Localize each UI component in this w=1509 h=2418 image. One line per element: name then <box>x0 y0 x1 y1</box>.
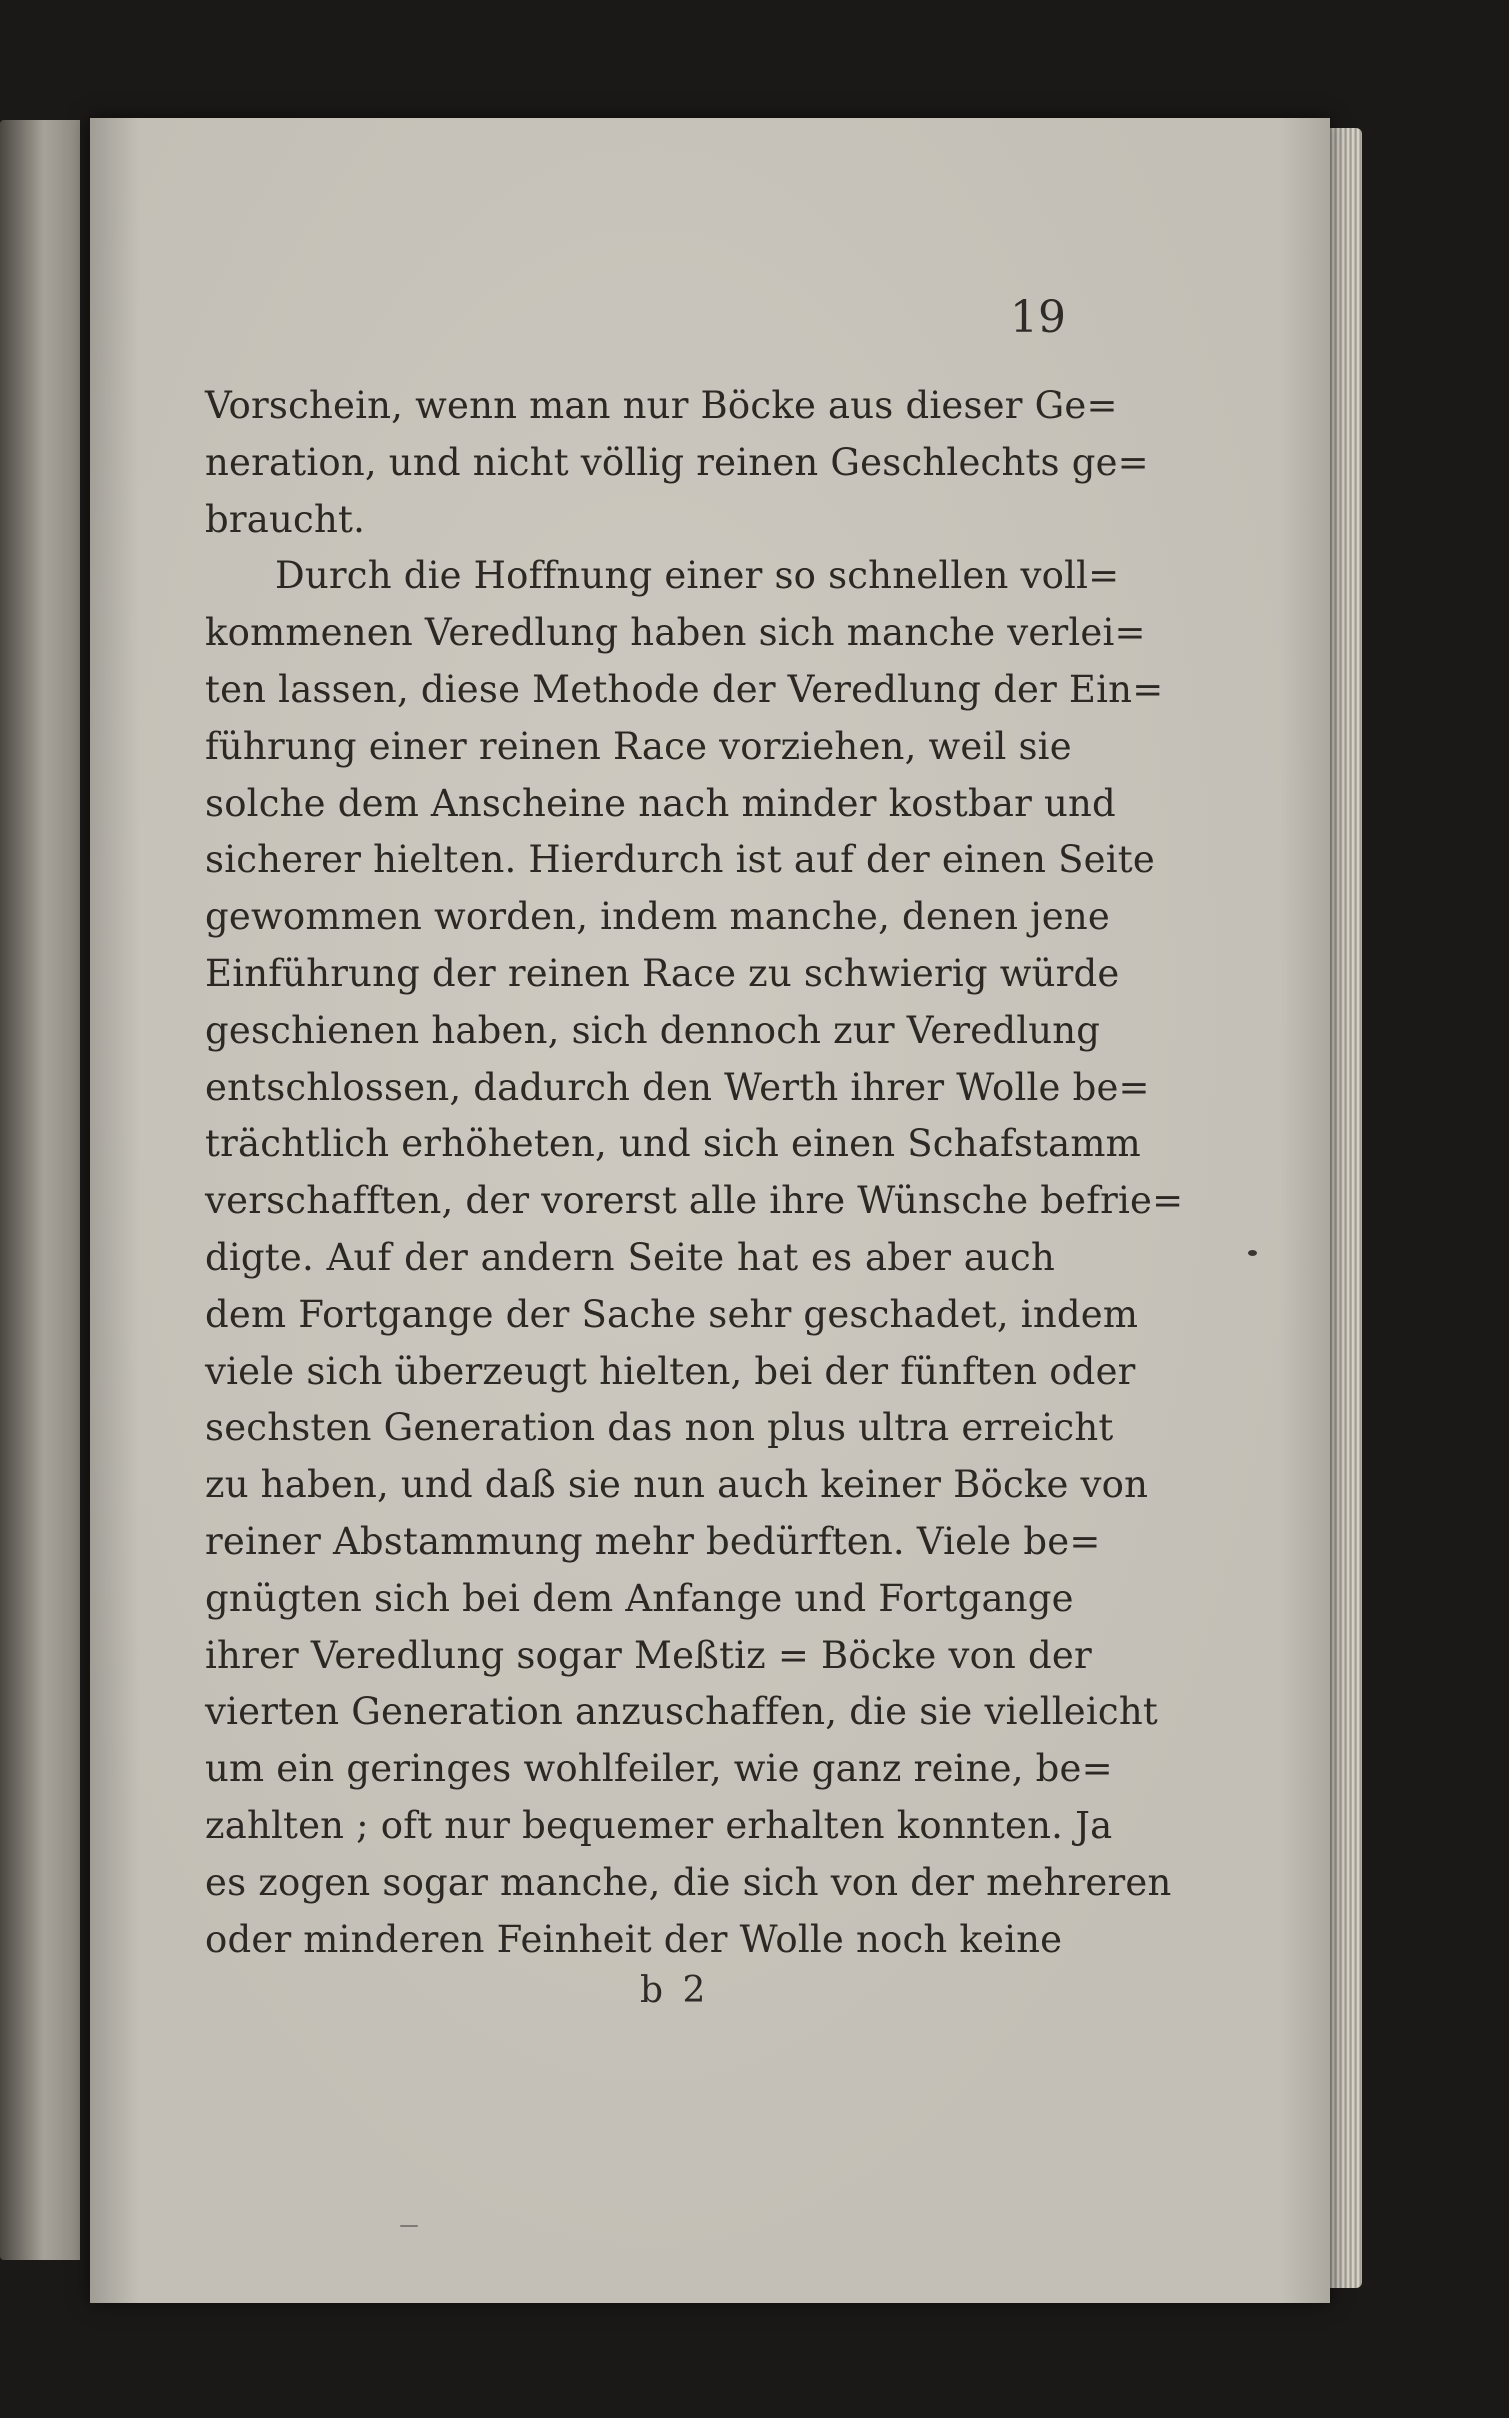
text-line: führung einer reinen Race vorziehen, weil sie <box>205 724 1072 768</box>
text-line: geschienen haben, sich dennoch zur Veredlung <box>205 1008 1101 1052</box>
text-line: solche dem Anscheine nach minder kostbar und <box>205 781 1116 825</box>
text-line: kommenen Veredlung haben sich manche verlei= <box>205 611 1146 655</box>
paper-speck <box>400 2225 418 2227</box>
text-line: Durch die Hoffnung einer so schnellen voll= <box>275 554 1120 598</box>
text-line: entschlossen, dadurch den Werth ihrer Wolle be= <box>205 1065 1150 1109</box>
page-number: 19 <box>1010 292 1066 343</box>
signature-mark: b 2 <box>640 1970 710 2011</box>
text-line: Einführung der reinen Race zu schwierig würde <box>205 951 1120 995</box>
text-line: dem Fortgange der Sache sehr geschadet, indem <box>205 1292 1139 1336</box>
text-line: zahlten ; oft nur bequemer erhalten konnten. Ja <box>205 1803 1113 1847</box>
text-line: oder minderen Feinheit der Wolle noch keine <box>205 1917 1063 1961</box>
text-line: es zogen sogar manche, die sich von der mehreren <box>205 1860 1172 1904</box>
text-line: digte. Auf der andern Seite hat es aber auch <box>205 1235 1055 1279</box>
text-line: um ein geringes wohlfeiler, wie ganz reine, be= <box>205 1747 1113 1791</box>
body-text <box>205 378 1184 1968</box>
text-line: neration, und nicht völlig reinen Geschlechts ge= <box>205 440 1149 484</box>
text-line: verschafften, der vorerst alle ihre Wünsche befrie= <box>205 1179 1184 1223</box>
text-line: ten lassen, diese Methode der Veredlung der Ein= <box>205 667 1164 711</box>
text-line: gewommen worden, indem manche, denen jene <box>205 895 1110 939</box>
text-line: gnügten sich bei dem Anfange und Fortgange <box>205 1576 1074 1620</box>
text-line: viele sich überzeugt hielten, bei der fünften oder <box>205 1349 1136 1393</box>
text-line: vierten Generation anzuschaffen, die sie vielleicht <box>205 1690 1158 1734</box>
text-line: sicherer hielten. Hierdurch ist auf der einen Seite <box>205 838 1155 882</box>
text-line: braucht. <box>205 497 366 541</box>
text-line: trächtlich erhöheten, und sich einen Schafstamm <box>205 1122 1141 1166</box>
previous-page-edge <box>0 120 80 2260</box>
text-line: Vorschein, wenn man nur Böcke aus dieser Ge= <box>205 384 1118 427</box>
paper-speck <box>1248 1250 1257 1256</box>
text-line: reiner Abstammung mehr bedürften. Viele be= <box>205 1519 1101 1563</box>
text-line: sechsten Generation das non plus ultra erreicht <box>205 1406 1114 1450</box>
text-line: ihrer Veredlung sogar Meßtiz = Böcke von der <box>205 1633 1092 1677</box>
text-line: zu haben, und daß sie nun auch keiner Böcke von <box>205 1463 1149 1507</box>
